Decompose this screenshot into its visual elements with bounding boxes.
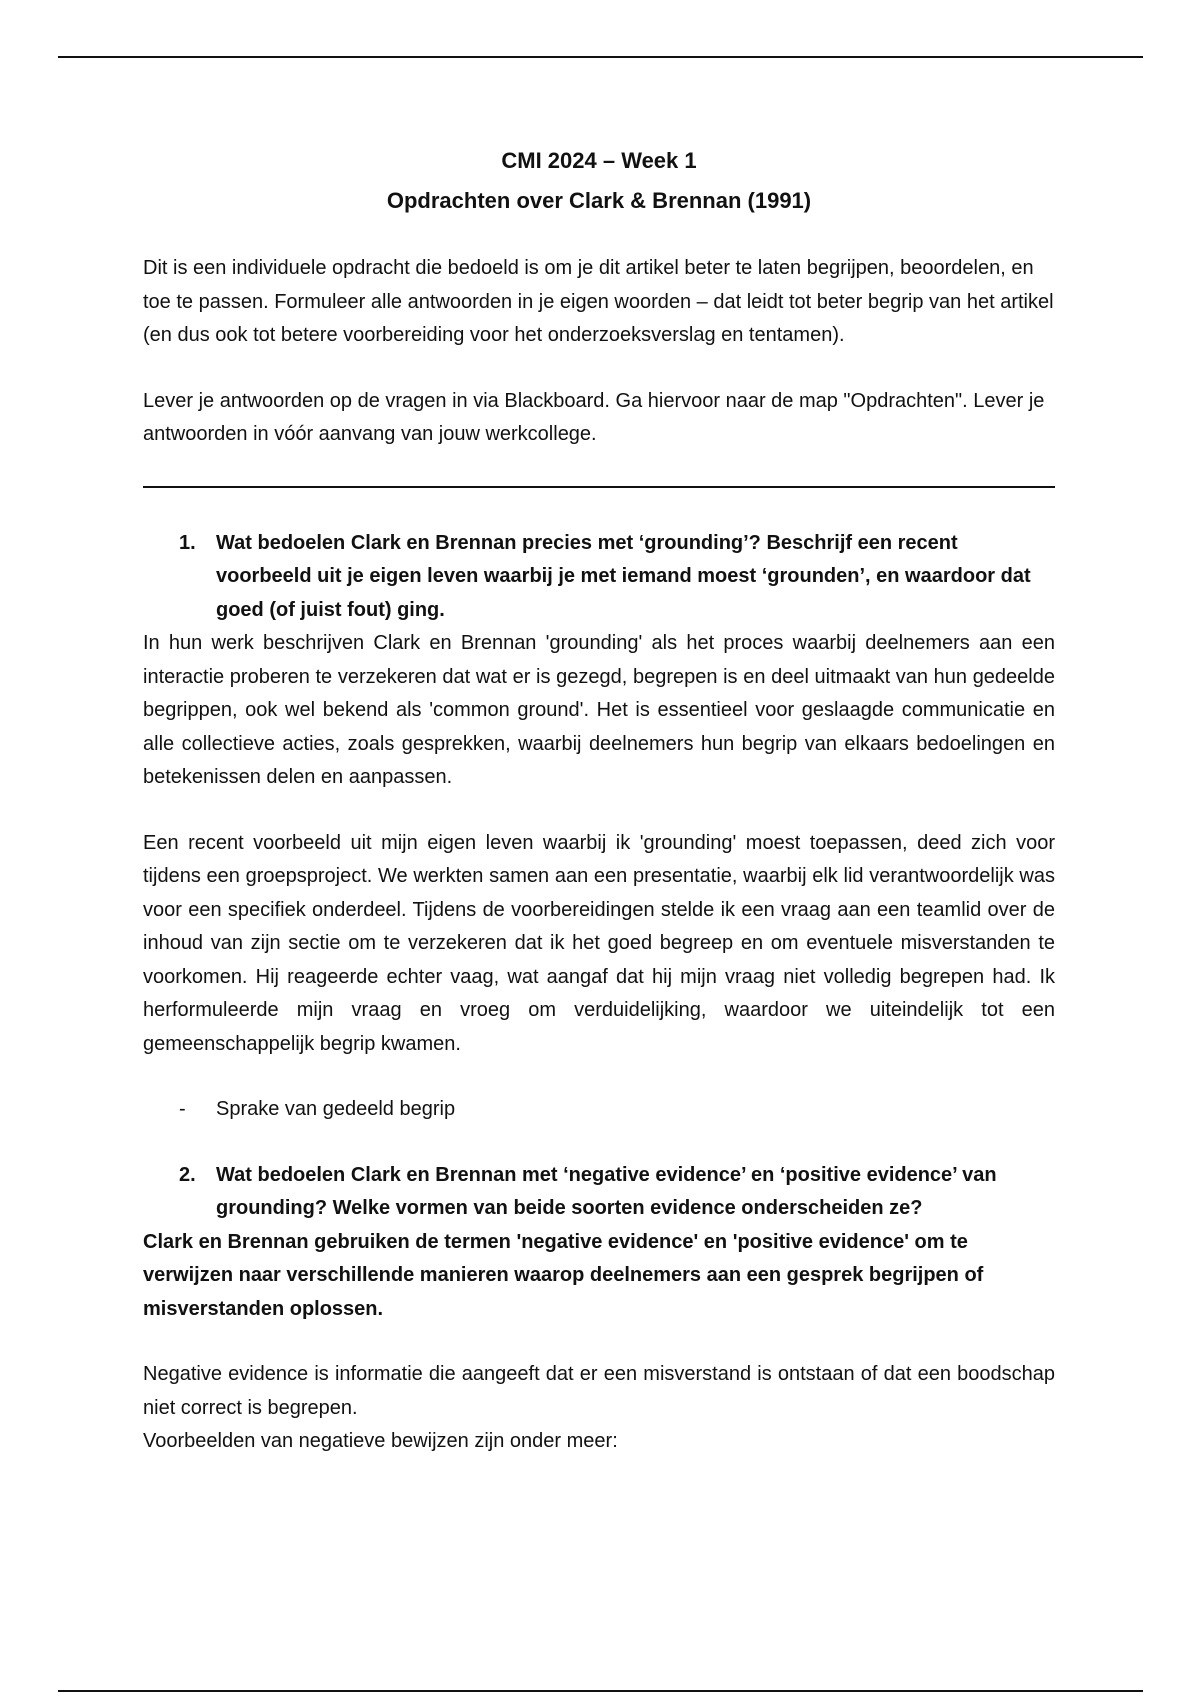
answer-1-bullet-text: Sprake van gedeeld begrip <box>216 1098 456 1120</box>
question-2 <box>143 1159 1055 1226</box>
title-block <box>143 141 1055 221</box>
answer-2-paragraph-1: Negative evidence is informatie die aangeeft dat er een misverstand is ontstaan of dat een boodschap niet correct is begrepen. <box>143 1363 1055 1419</box>
bullet-dash: - <box>179 1098 186 1120</box>
answer-1-paragraph-1: In hun werk beschrijven Clark en Brennan 'grounding' als het proces waarbij deelnemers aan een interactie proberen te verzekeren dat wat er is gezegd, begrepen is en deel uitmaakt van hun gedeelde begrippen, ook wel bekend als 'common ground'. Het is essentieel voor geslaagde communicatie en alle collectieve acties, zoals gesprekken, waarbij deelnemers hun begrip van elkaars bedoelingen en betekenissen delen en aanpassen. <box>143 632 1055 788</box>
bottom-page-rule <box>58 1690 1143 1692</box>
intro-paragraph-2: Lever je antwoorden op de vragen in via Blackboard. Ga hiervoor naar de map "Opdrachten". Lever je antwoorden in vóór aanvang van jouw werkcollege. <box>143 389 1045 445</box>
section-divider <box>143 486 1055 488</box>
question-1-text: Wat bedoelen Clark en Brennan precies met ‘grounding’? Beschrijf een recent voorbeeld uit je eigen leven waarbij je met iemand moest ‘grounden’, en waardoor dat goed (of juist fout) ging. <box>216 531 1031 621</box>
question-1-number: 1. <box>179 531 196 554</box>
document-body <box>143 141 1055 1459</box>
document-title: CMI 2024 – Week 1 <box>501 148 697 173</box>
question-2-number: 2. <box>179 1163 196 1186</box>
intro-paragraph-1: Dit is een individuele opdracht die bedoeld is om je dit artikel beter te laten begrijpen, beoordelen, en toe te passen. Formuleer alle antwoorden in je eigen woorden – dat leidt tot beter begrip van het artikel (en dus ook tot betere voorbereiding voor het onderzoeksverslag en tentamen). <box>143 257 1054 346</box>
answer-2-paragraph-2: Voorbeelden van negatieve bewijzen zijn onder meer: <box>143 1430 618 1452</box>
question-2-text: Wat bedoelen Clark en Brennan met ‘negative evidence’ en ‘positive evidence’ van grounding? Welke vormen van beide soorten evidence onderscheiden ze? <box>216 1163 997 1219</box>
document-subtitle: Opdrachten over Clark & Brennan (1991) <box>386 188 812 213</box>
answer-1-bullet <box>143 1093 1055 1127</box>
answer-2-bold-paragraph: Clark en Brennan gebruiken de termen 'negative evidence' en 'positive evidence' om te verwijzen naar verschillende manieren waarop deelnemers aan een gesprek begrijpen of misverstanden oplossen. <box>143 1230 984 1320</box>
answer-1-paragraph-2: Een recent voorbeeld uit mijn eigen leven waarbij ik 'grounding' moest toepassen, deed zich voor tijdens een groepsproject. We werkten samen aan een presentatie, waarbij elk lid verantwoordelijk was voor een specifiek onderdeel. Tijdens de voorbereidingen stelde ik een vraag aan een teamlid over de inhoud van zijn sectie om te verzekeren dat ik het goed begreep en om eventuele misverstanden te voorkomen. Hij reageerde echter vaag, wat aangaf dat hij mijn vraag niet volledig begrepen had. Ik herformuleerde mijn vraag en vroeg om verduidelijking, waardoor we uiteindelijk tot een gemeenschappelijk begrip kwamen. <box>143 831 1055 1055</box>
question-1 <box>143 527 1055 628</box>
top-page-rule <box>58 56 1143 58</box>
